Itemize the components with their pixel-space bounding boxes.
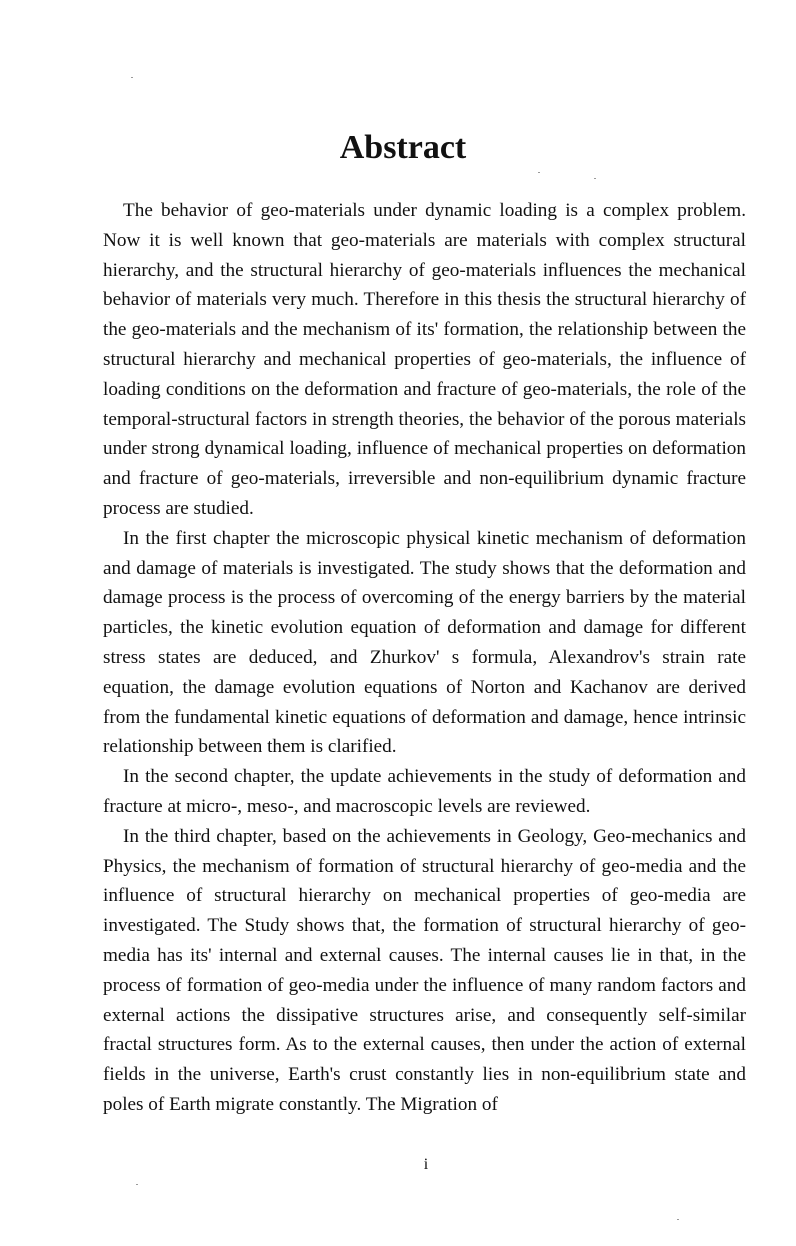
scan-speck xyxy=(594,178,596,179)
scan-speck xyxy=(538,172,540,173)
scan-speck xyxy=(677,1219,679,1220)
paragraph-4: In the third chapter, based on the achievements in Geology, Geo-mechanics and Physics, the mechanism of formation of structural hierarchy of geo-media and the influence of structural hierarchy on mechanical properties of geo-media are investigated. The Study shows that, the formation of structural hierarchy of geo-media has its' internal and external causes. The internal causes lie in that, in the process of formation of geo-media under the influence of many random factors and external actions the dissipative structures arise, and consequently self-similar fractal structures form. As to the external causes, then under the action of external fields in the universe, Earth's crust constantly lies in non-equilibrium state and poles of Earth migrate constantly. The Migration of xyxy=(103,825,746,1115)
page-title: Abstract xyxy=(339,129,467,166)
scan-speck xyxy=(131,77,133,78)
abstract-body xyxy=(103,196,746,1120)
paragraph-2: In the first chapter the microscopic physical kinetic mechanism of deformation and damage of materials is investigated. The study shows that the deformation and damage process is the process of overcoming of the energy barriers by the material particles, the kinetic evolution equation of deformation and damage for different stress states are deduced, and Zhurkov' s formula, Alexandrov's strain rate equation, the damage evolution equations of Norton and Kachanov are derived from the fundamental kinetic equations of deformation and damage, hence intrinsic relationship between them is clarified. xyxy=(103,527,746,758)
paragraph-1: The behavior of geo-materials under dynamic loading is a complex problem. Now it is well known that geo-materials are materials with complex structural hierarchy, and the structural hierarchy of geo-materials influences the mechanical behavior of materials very much. Therefore in this thesis the structural hierarchy of the geo-materials and the mechanism of its' formation, the relationship between the structural hierarchy and mechanical properties of geo-materials, the influence of loading conditions on the deformation and fracture of geo-materials, the role of the temporal-structural factors in strength theories, the behavior of the porous materials under strong dynamical loading, influence of mechanical properties on deformation and fracture of geo-materials, irreversible and non-equilibrium dynamic fracture process are studied. xyxy=(103,200,746,519)
page-number: i xyxy=(423,1156,429,1173)
scan-speck xyxy=(136,1184,138,1185)
paragraph-3: In the second chapter, the update achievements in the study of deformation and fracture at micro-, meso-, and macroscopic levels are reviewed. xyxy=(103,766,746,817)
